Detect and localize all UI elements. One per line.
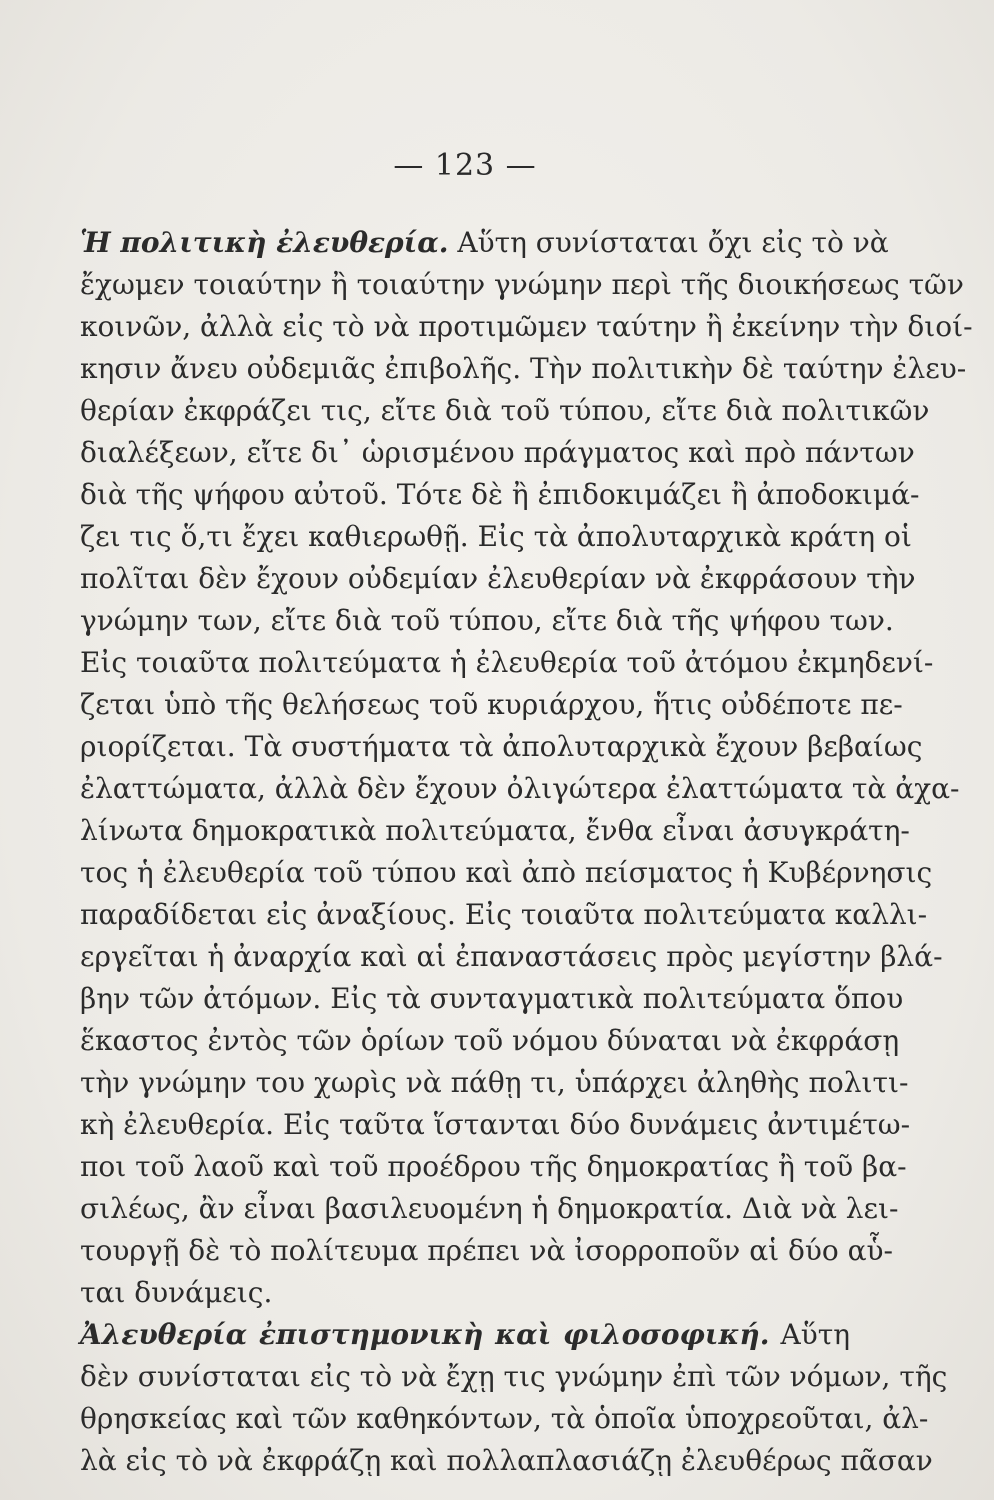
text-line: βην τῶν ἀτόμων. Εἰς τὰ συνταγματικὰ πολιτεύματα ὅπου <box>80 982 904 1015</box>
text-span: Αὕτη συνίσταται ὄχι εἰς τὸ νὰ <box>448 226 889 259</box>
text-line: λίνωτα δημοκρατικὰ πολιτεύματα, ἔνθα εἶναι ἀσυγκράτη- <box>80 814 910 847</box>
text-line: θερίαν ἐκφράζει τις, εἴτε διὰ τοῦ τύπου, εἴτε διὰ πολιτικῶν <box>80 394 930 427</box>
text-line: ἕκαστος ἐντὸς τῶν ὁρίων τοῦ νόμου δύναται νὰ ἐκφράσῃ <box>80 1024 900 1057</box>
text-line: κὴ ἐλευθερία. Εἰς ταῦτα ἵστανται δύο δυνάμεις ἀντιμέτω- <box>80 1108 911 1141</box>
section-heading-political-freedom: Ἡ πολιτικὴ ἐλευθερία. <box>80 226 449 259</box>
body-text <box>80 222 973 1482</box>
text-line: τος ἡ ἐλευθερία τοῦ τύπου καὶ ἀπὸ πείσματος ἡ Κυβέρνησις <box>80 856 933 889</box>
text-line: ζει τις ὅ,τι ἔχει καθιερωθῇ. Εἰς τὰ ἀπολυταρχικὰ κράτη οἱ <box>80 520 912 553</box>
text-line: παραδίδεται εἰς ἀναξίους. Εἰς τοιαῦτα πολιτεύματα καλλι- <box>80 898 928 931</box>
page-number: — 123 — <box>393 148 537 183</box>
text-line: δὲν συνίσταται εἰς τὸ νὰ ἔχῃ τις γνώμην ἐπὶ τῶν νόμων, τῆς <box>80 1360 948 1393</box>
text-line: τὴν γνώμην του χωρὶς νὰ πάθῃ τι, ὑπάρχει ἀληθὴς πολιτι- <box>80 1066 909 1099</box>
text-line: κοινῶν, ἀλλὰ εἰς τὸ νὰ προτιμῶμεν ταύτην ἢ ἐκείνην τὴν διοί- <box>80 310 973 343</box>
text-line <box>80 222 889 264</box>
text-line: διὰ τῆς ψήφου αὐτοῦ. Τότε δὲ ἢ ἐπιδοκιμάζει ἢ ἀποδοκιμά- <box>80 478 920 511</box>
section-heading-scientific-freedom: Ἀλευθερία ἐπιστημονικὴ καὶ φιλοσοφική. <box>80 1318 770 1351</box>
text-line: ἐλαττώματα, ἀλλὰ δὲν ἔχουν ὀλιγώτερα ἐλαττώματα τὰ ἀχα- <box>80 772 960 805</box>
text-line: ριορίζεται. Τὰ συστήματα τὰ ἀπολυταρχικὰ ἔχουν βεβαίως <box>80 730 923 763</box>
text-line: σιλέως, ἂν εἶναι βασιλευομένη ἡ δημοκρατία. Διὰ νὰ λει- <box>80 1192 899 1225</box>
text-line: Εἰς τοιαῦτα πολιτεύματα ἡ ἐλευθερία τοῦ ἀτόμου ἐκμηδενί- <box>80 646 934 679</box>
text-line: ποι τοῦ λαοῦ καὶ τοῦ προέδρου τῆς δημοκρατίας ἢ τοῦ βα- <box>80 1150 907 1183</box>
text-line: διαλέξεων, εἴτε δι᾽ ὡρισμένου πράγματος καὶ πρὸ πάντων <box>80 436 915 469</box>
text-line: ζεται ὑπὸ τῆς θελήσεως τοῦ κυριάρχου, ἥτις οὐδέποτε πε- <box>80 688 903 721</box>
text-line: πολῖται δὲν ἔχουν οὐδεμίαν ἐλευθερίαν νὰ ἐκφράσουν τὴν <box>80 562 916 595</box>
text-line: θρησκείας καὶ τῶν καθηκόντων, τὰ ὁποῖα ὑποχρεοῦται, ἀλ- <box>80 1402 929 1435</box>
text-line: εργεῖται ἡ ἀναρχία καὶ αἱ ἐπαναστάσεις πρὸς μεγίστην βλά- <box>80 940 943 973</box>
text-span: Αὕτη <box>769 1318 850 1351</box>
text-line: λὰ εἰς τὸ νὰ ἐκφράζῃ καὶ πολλαπλασιάζῃ ἐλευθέρως πᾶσαν <box>80 1444 933 1477</box>
text-line: ἔχωμεν τοιαύτην ἢ τοιαύτην γνώμην περὶ τῆς διοικήσεως τῶν <box>80 268 964 301</box>
text-line <box>80 1314 850 1356</box>
text-line: ται δυνάμεις. <box>80 1276 273 1309</box>
text-line: γνώμην των, εἴτε διὰ τοῦ τύπου, εἴτε διὰ τῆς ψήφου των. <box>80 604 894 637</box>
text-line: κησιν ἄνευ οὐδεμιᾶς ἐπιβολῆς. Τὴν πολιτικὴν δὲ ταύτην ἐλευ- <box>80 352 967 385</box>
text-line: τουργῇ δὲ τὸ πολίτευμα πρέπει νὰ ἰσορροποῦν αἱ δύο αὗ- <box>80 1234 894 1267</box>
